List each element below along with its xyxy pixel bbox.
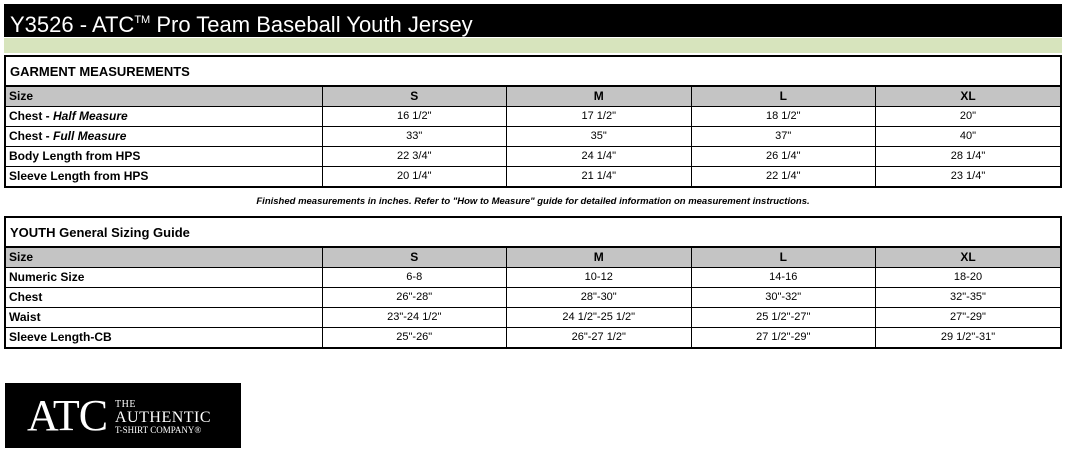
row-label — [6, 308, 322, 328]
size-header-label: Size — [6, 87, 322, 107]
measurement-cell: 20" — [876, 107, 1061, 127]
garment-measurements-heading: GARMENT MEASUREMENTS — [6, 57, 1060, 87]
trademark-mark: TM — [134, 14, 151, 26]
measurement-cell: 27"-29" — [876, 308, 1061, 328]
measurement-cell: 35" — [507, 127, 692, 147]
logo-wordmark — [115, 400, 211, 435]
measurement-cell: 25 1/2"-27" — [691, 308, 876, 328]
logo-line-1: THE — [115, 399, 136, 410]
logo-mark: ATC — [27, 391, 108, 440]
logo-line-2: AUTHENTIC — [115, 409, 212, 426]
measurement-cell: 21 1/4" — [507, 167, 692, 187]
row-label — [6, 167, 322, 187]
accent-band — [4, 38, 1062, 53]
measurement-cell: 22 3/4" — [322, 147, 507, 167]
measurement-cell: 18-20 — [876, 268, 1061, 288]
size-header-cell: M — [507, 87, 692, 107]
garment-measurements-table — [6, 87, 1060, 186]
measurement-cell: 10-12 — [507, 268, 692, 288]
measurement-cell: 32"-35" — [876, 288, 1061, 308]
measurement-cell: 26"-27 1/2" — [507, 328, 692, 348]
row-label-text: Sleeve Length from HPS — [9, 169, 149, 183]
row-label-text: Chest - — [9, 109, 54, 123]
row-label-text: Body Length from HPS — [9, 149, 141, 163]
measurement-cell: 40" — [876, 127, 1061, 147]
size-header-row — [6, 248, 1060, 268]
youth-sizing-heading: YOUTH General Sizing Guide — [6, 218, 1060, 248]
size-header-row — [6, 87, 1060, 107]
measurement-cell: 22 1/4" — [691, 167, 876, 187]
measurement-cell: 20 1/4" — [322, 167, 507, 187]
title-rest: Pro Team Baseball Youth Jersey — [150, 12, 473, 37]
size-header-cell: S — [322, 248, 507, 268]
title-main: Y3526 - ATC — [10, 12, 135, 37]
measurement-cell: 29 1/2"-31" — [876, 328, 1061, 348]
row-label-emphasis: Half Measure — [53, 109, 128, 123]
youth-sizing-table — [6, 248, 1060, 347]
row-label — [6, 268, 322, 288]
measurement-cell: 17 1/2" — [507, 107, 692, 127]
measurement-cell: 27 1/2"-29" — [691, 328, 876, 348]
measurement-cell: 30"-32" — [691, 288, 876, 308]
measurement-cell: 37" — [691, 127, 876, 147]
row-label — [6, 127, 322, 147]
table-row — [6, 147, 1060, 167]
measurement-cell: 6-8 — [322, 268, 507, 288]
row-label-text: Numeric Size — [9, 270, 85, 284]
row-label — [6, 107, 322, 127]
table-row — [6, 107, 1060, 127]
measurement-cell: 24 1/2"-25 1/2" — [507, 308, 692, 328]
size-header-cell: M — [507, 248, 692, 268]
row-label-text: Chest — [9, 290, 43, 304]
measurement-cell: 25"-26" — [322, 328, 507, 348]
size-header-label: Size — [6, 248, 322, 268]
size-header-cell: XL — [876, 87, 1061, 107]
atc-logo — [5, 383, 241, 448]
youth-sizing-section — [4, 216, 1062, 349]
table-row — [6, 328, 1060, 348]
measurement-cell: 28 1/4" — [876, 147, 1061, 167]
size-header-cell: L — [691, 87, 876, 107]
measurement-cell: 18 1/2" — [691, 107, 876, 127]
measurement-cell: 14-16 — [691, 268, 876, 288]
measurement-cell: 23"-24 1/2" — [322, 308, 507, 328]
row-label — [6, 288, 322, 308]
measurement-note: Finished measurements in inches. Refer to "How to Measure" guide for detailed information on measurement instructions. — [256, 196, 810, 207]
measurement-cell: 28"-30" — [507, 288, 692, 308]
measurement-cell: 16 1/2" — [322, 107, 507, 127]
row-label — [6, 147, 322, 167]
size-header-cell: L — [691, 248, 876, 268]
measurement-cell: 23 1/4" — [876, 167, 1061, 187]
measurement-cell: 24 1/4" — [507, 147, 692, 167]
measurement-cell: 33" — [322, 127, 507, 147]
table-row — [6, 127, 1060, 147]
measurement-cell: 26"-28" — [322, 288, 507, 308]
garment-measurements-section — [4, 55, 1062, 188]
logo-line-3: T-SHIRT COMPANY® — [115, 425, 202, 435]
page-title — [4, 4, 1062, 37]
size-header-cell: XL — [876, 248, 1061, 268]
row-label-emphasis: Full Measure — [53, 129, 127, 143]
measurement-cell: 26 1/4" — [691, 147, 876, 167]
row-label — [6, 328, 322, 348]
table-row — [6, 288, 1060, 308]
row-label-text: Waist — [9, 310, 41, 324]
row-label-text: Sleeve Length-CB — [9, 330, 112, 344]
table-row — [6, 268, 1060, 288]
table-row — [6, 167, 1060, 187]
size-header-cell: S — [322, 87, 507, 107]
table-row — [6, 308, 1060, 328]
row-label-text: Chest - — [9, 129, 54, 143]
